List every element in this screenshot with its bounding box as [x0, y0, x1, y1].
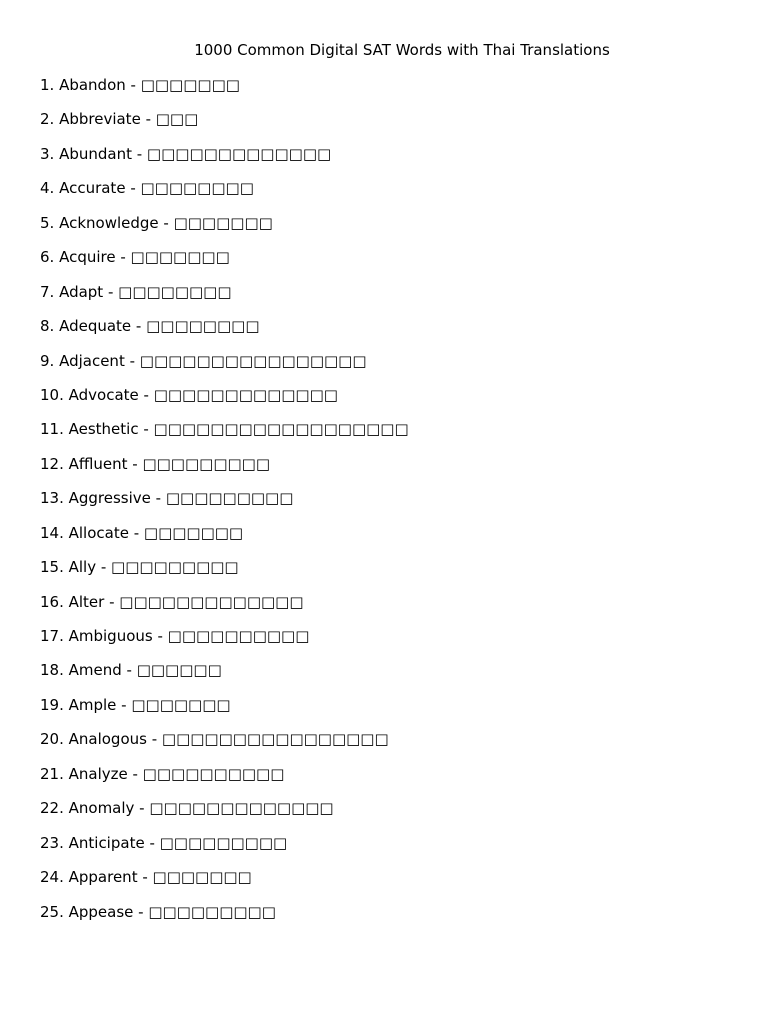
list-item: 2. Abbreviate - □□□ — [40, 110, 199, 129]
word-list — [40, 75, 409, 936]
list-item: 6. Acquire - □□□□□□□ — [40, 248, 230, 267]
list-item: 21. Analyze - □□□□□□□□□□ — [40, 764, 285, 783]
list-item: 3. Abundant - □□□□□□□□□□□□□ — [40, 144, 332, 163]
list-item: 8. Adequate - □□□□□□□□ — [40, 317, 260, 336]
list-item: 19. Ample - □□□□□□□ — [40, 695, 231, 714]
list-item: 1. Abandon - □□□□□□□ — [40, 76, 240, 94]
list-item: 4. Accurate - □□□□□□□□ — [40, 179, 254, 198]
list-item: 25. Appease - □□□□□□□□□ — [40, 902, 276, 921]
list-item: 11. Aesthetic - □□□□□□□□□□□□□□□□□□ — [40, 420, 409, 439]
list-item: 18. Amend - □□□□□□ — [40, 661, 222, 680]
list-item: 14. Allocate - □□□□□□□ — [40, 523, 244, 542]
list-item: 24. Apparent - □□□□□□□ — [40, 868, 252, 887]
list-item: 9. Adjacent - □□□□□□□□□□□□□□□□ — [40, 351, 367, 370]
list-item: 16. Alter - □□□□□□□□□□□□□ — [40, 592, 304, 611]
list-item: 17. Ambiguous - □□□□□□□□□□ — [40, 627, 310, 645]
list-item: 23. Anticipate - □□□□□□□□□ — [40, 833, 288, 852]
list-item: 20. Analogous - □□□□□□□□□□□□□□□□ — [40, 730, 389, 749]
document-title: 1000 Common Digital SAT Words with Thai Translations — [194, 41, 610, 59]
list-item: 5. Acknowledge - □□□□□□□ — [40, 213, 273, 232]
list-item: 12. Affluent - □□□□□□□□□ — [40, 454, 271, 473]
list-item: 22. Anomaly - □□□□□□□□□□□□□ — [40, 799, 334, 818]
list-item: 15. Ally - □□□□□□□□□ — [40, 558, 239, 577]
list-item: 10. Advocate - □□□□□□□□□□□□□ — [40, 385, 338, 404]
list-item: 13. Aggressive - □□□□□□□□□ — [40, 489, 294, 508]
list-item: 7. Adapt - □□□□□□□□ — [40, 282, 232, 301]
